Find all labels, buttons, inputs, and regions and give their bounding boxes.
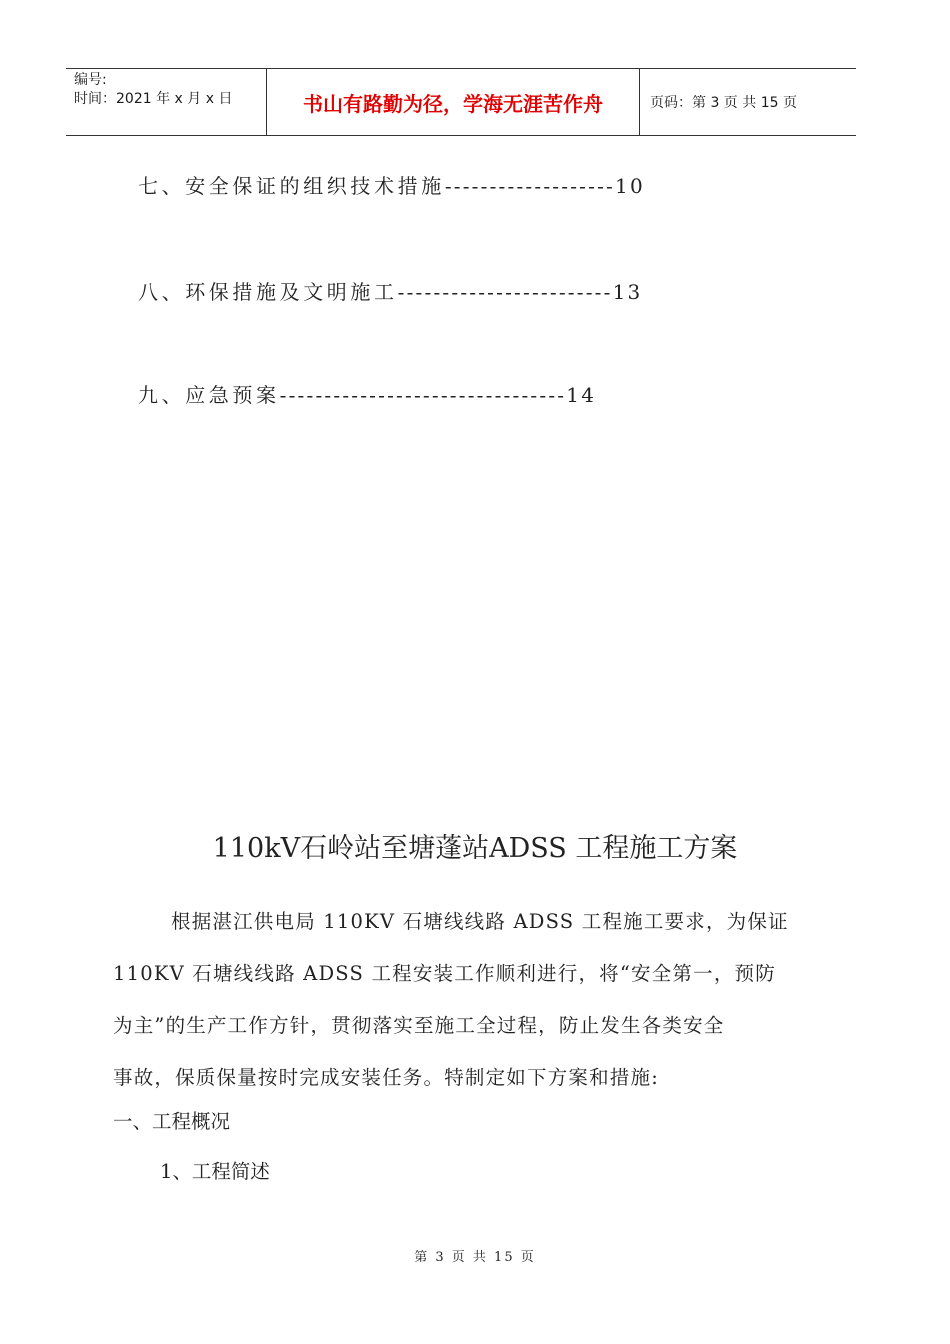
toc-entry-text: 八、环保措施及文明施工: [138, 280, 398, 304]
toc-entry-text: 九、应急预案: [138, 383, 280, 407]
serial-label: 编号:: [74, 72, 107, 88]
toc-page-number: 10: [615, 174, 645, 198]
page-footer: 第 3 页 共 15 页: [414, 1250, 536, 1265]
toc-entry-8: [138, 276, 642, 305]
header-info-cell: [66, 69, 267, 135]
subsection-heading-1-1: 1、工程简述: [160, 1160, 270, 1183]
toc-dots: ------------------------: [397, 280, 613, 304]
paragraph-line: 事故，保质保量按时完成安装任务。特制定如下方案和措施:: [113, 1066, 659, 1089]
paragraph-line: 为主”的生产工作方针，贯彻落实至施工全过程，防止发生各类安全: [113, 1014, 725, 1037]
toc-page-number: 14: [566, 383, 597, 407]
header-page-label: 页码：第 3 页 共 15 页: [650, 95, 797, 111]
paragraph-line: 110KV 石塘线线路 ADSS 工程安装工作顺利进行，将“安全第一，预防: [113, 962, 776, 985]
toc-page-number: 13: [612, 280, 643, 304]
toc-entry-9: [138, 379, 596, 408]
header-table: [66, 68, 856, 136]
intro-paragraph: [113, 896, 813, 1104]
toc-entry-7: [138, 170, 645, 199]
document-title: 110kV石岭站至塘蓬站ADSS 工程施工方案: [212, 833, 738, 864]
paragraph-line: 根据湛江供电局 110KV 石塘线线路 ADSS 工程施工要求，为保证: [171, 910, 789, 933]
time-label: 时间：2021 年 x 月 x 日: [74, 91, 233, 107]
toc-entry-text: 七、安全保证的组织技术措施: [138, 174, 445, 198]
toc-dots: -------------------: [444, 174, 616, 198]
section-heading-1: 一、工程概况: [113, 1110, 231, 1133]
toc-dots: --------------------------------: [279, 383, 567, 407]
header-motto: 书山有路勤为径，学海无涯苦作舟: [267, 69, 640, 135]
